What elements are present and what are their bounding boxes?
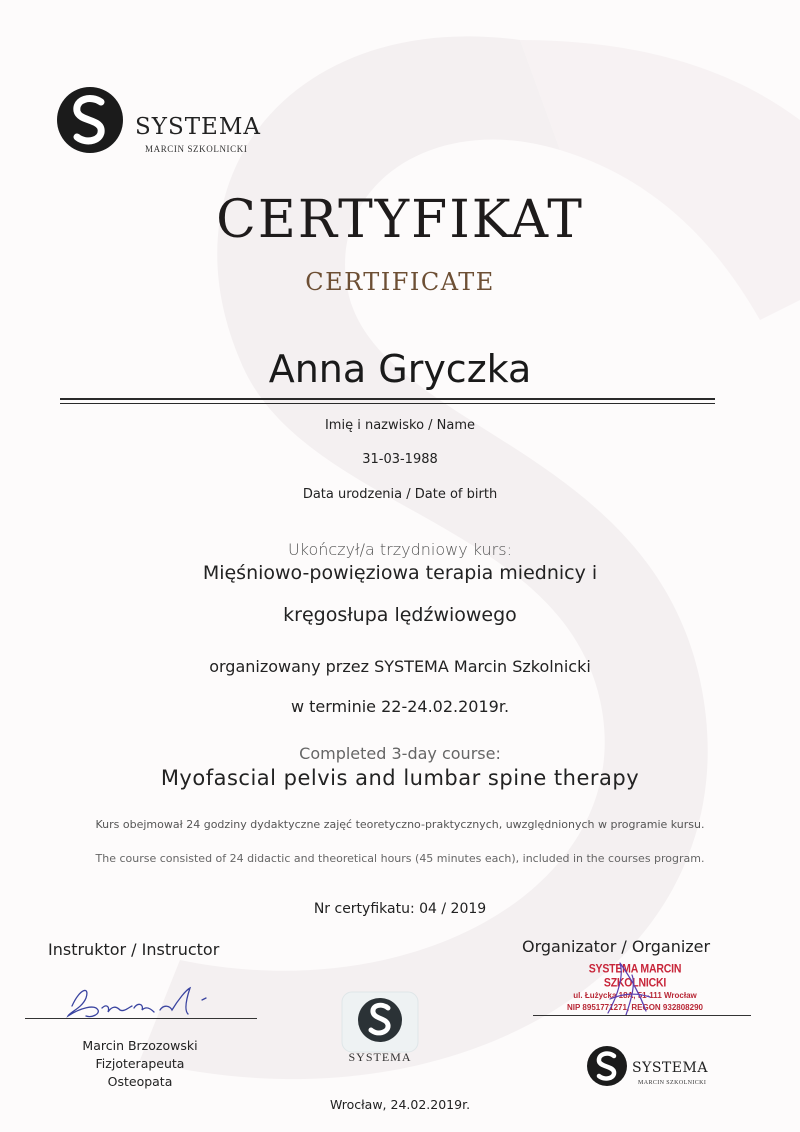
footer-brand-subtitle: MARCIN SZKOLNICKI <box>638 1080 707 1086</box>
completed-course-en: Completed 3-day course: <box>299 744 501 763</box>
organizer-signature-line <box>533 1015 751 1016</box>
instructor-role-1: Fizjoterapeuta <box>95 1056 185 1071</box>
course-title-en: Myofascial pelvis and lumbar spine therapy <box>160 766 640 790</box>
certificate-number: Nr certyfikatu: 04 / 2019 <box>313 901 487 917</box>
stamp-line-3: NIP 8951771271, REGON 932808290 <box>567 1003 703 1012</box>
instructor-name: Marcin Brzozowski <box>82 1038 198 1053</box>
seal-brand: SYSTEMA <box>348 1050 412 1064</box>
name-underline-thin <box>60 403 715 404</box>
brand-subtitle: MARCIN SZKOLNICKI <box>145 144 248 154</box>
systema-logo-icon <box>55 85 125 155</box>
footer-logo <box>586 1045 736 1095</box>
seal-logo <box>340 990 420 1070</box>
stamp-line-1: SYSTEMA MARCIN SZKOLNICKI <box>588 962 682 990</box>
stamp-line-2: ul. Łużycka 18A, 51-111 Wrocław <box>573 991 697 1000</box>
brand-name: SYSTEMA <box>135 114 261 140</box>
certificate-title: CERTYFIKAT <box>216 190 584 250</box>
course-title-pl-line2: kręgosłupa lędźwiowego <box>283 604 517 626</box>
instructor-signature-line <box>25 1018 257 1019</box>
footer-brand: SYSTEMA <box>632 1060 708 1076</box>
organizer-heading: Organizator / Organizer <box>522 937 711 956</box>
term-line: w terminie 22-24.02.2019r. <box>290 697 510 716</box>
course-hours-pl: Kurs obejmował 24 godziny dydaktyczne zajęć teoretyczno-praktycznych, uwzględnionych w programie kursu. <box>95 818 705 831</box>
birth-date-label: Data urodzenia / Date of birth <box>302 487 498 502</box>
course-title-pl-line1: Mięśniowo-powięziowa terapia miednicy i <box>202 562 598 584</box>
birth-date: 31-03-1988 <box>362 452 438 467</box>
course-hours-en: The course consisted of 24 didactic and theoretical hours (45 minutes each), included in the courses program. <box>95 852 705 865</box>
recipient-name: Anna Gryczka <box>268 347 532 391</box>
certificate-subtitle: CERTIFICATE <box>305 268 495 296</box>
name-label: Imię i nazwisko / Name <box>324 418 476 433</box>
instructor-heading: Instruktor / Instructor <box>48 940 220 959</box>
instructor-role-2: Osteopata <box>107 1074 173 1089</box>
completed-course-pl: Ukończył/a trzydniowy kurs: <box>288 540 512 559</box>
footer-logo-icon <box>586 1045 628 1087</box>
seal-s-icon <box>340 990 420 1054</box>
place-and-date: Wrocław, 24.02.2019r. <box>329 1097 471 1112</box>
systema-logo <box>55 85 295 155</box>
name-underline <box>60 398 715 400</box>
organizer-line: organizowany przez SYSTEMA Marcin Szkolnicki <box>209 657 591 676</box>
